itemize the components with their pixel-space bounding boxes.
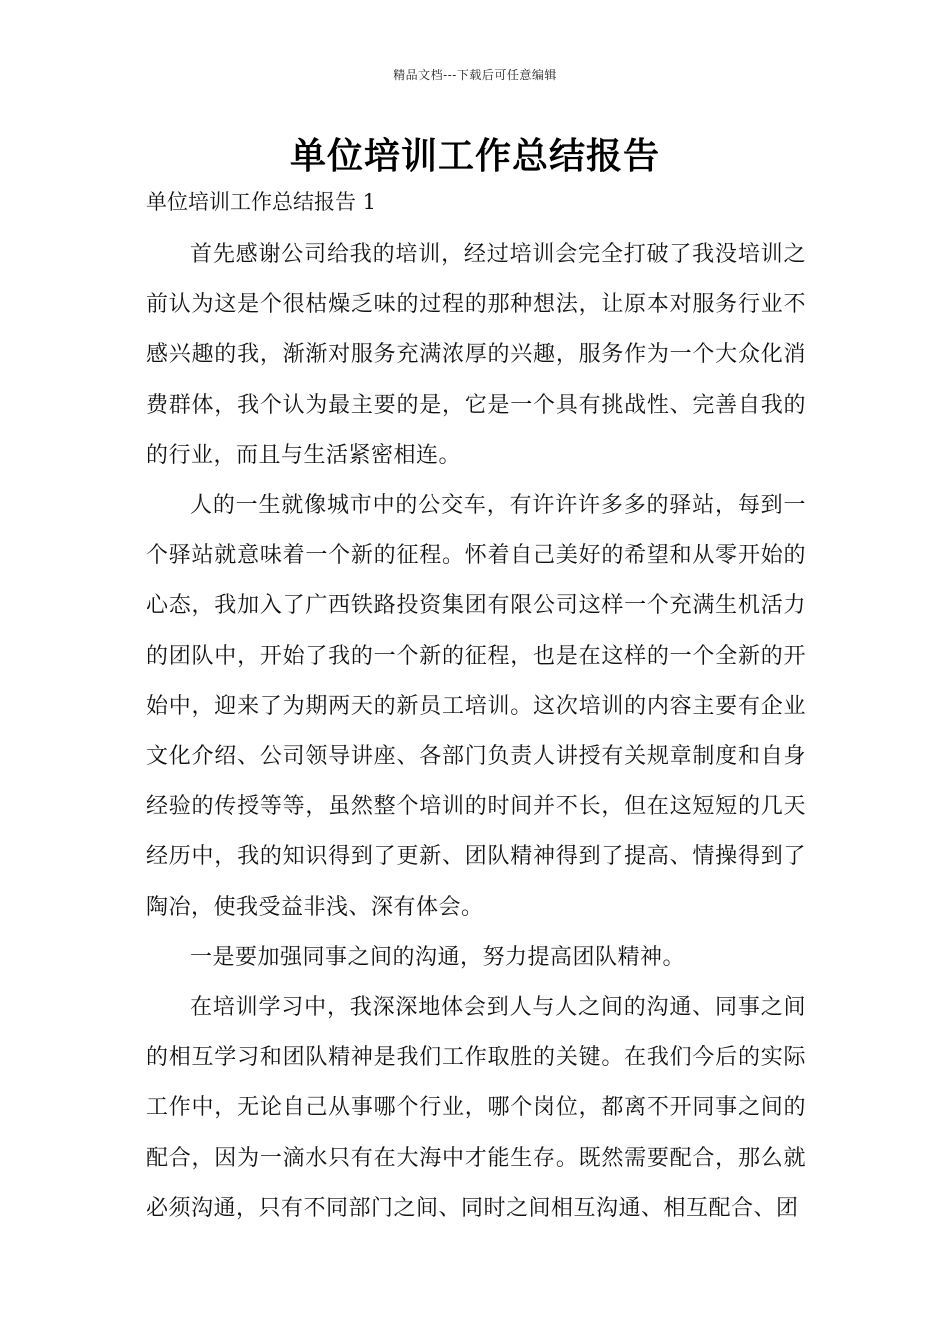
section-subtitle: 单位培训工作总结报告 1 [146, 190, 377, 214]
paragraph-3: 一是要加强同事之间的沟通，努力提高团队精神。 [190, 944, 686, 970]
document-body [146, 230, 806, 1234]
paragraph-2: 人的一生就像城市中的公交车，有许许许多多的驿站，每到一个驿站就意味着一个新的征程。怀着自己美好的希望和从零开始的心态，我加入了广西铁路投资集团有限公司这样一个充满生机活力的团队中，开始了我的一个新的征程，也是在这样的一个全新的开始中，迎来了为期两天的新员工培训。这次培训的内容主要有企业文化介绍、公司领导讲座、各部门负责人讲授有关规章制度和自身经验的传授等等，虽然整个培训的时间并不长，但在这短短的几天经历中，我的知识得到了更新、团队精神得到了提高、情操得到了陶冶，使我受益非浅、深有体会。 [146, 493, 806, 920]
header-note: 精品文档---下载后可任意编辑 [393, 68, 557, 82]
paragraph-1: 首先感谢公司给我的培训，经过培训会完全打破了我没培训之前认为这是个很枯燥乏味的过程的那种想法，让原本对服务行业不感兴趣的我，渐渐对服务充满浓厚的兴趣，服务作为一个大众化消费群体，我个认为最主要的是，它是一个具有挑战性、完善自我的的行业，而且与生活紧密相连。 [146, 242, 806, 468]
paragraph-4: 在培训学习中，我深深地体会到人与人之间的沟通、同事之间的相互学习和团队精神是我们工作取胜的关键。在我们今后的实际工作中，无论自己从事哪个行业，哪个岗位，都离不开同事之间的配合，因为一滴水只有在大海中才能生存。既然需要配合，那么就必须沟通，只有不同部门之间、同时之间相互沟通、相互配合、团 [146, 995, 806, 1221]
document-title: 单位培训工作总结报告 [289, 136, 660, 177]
